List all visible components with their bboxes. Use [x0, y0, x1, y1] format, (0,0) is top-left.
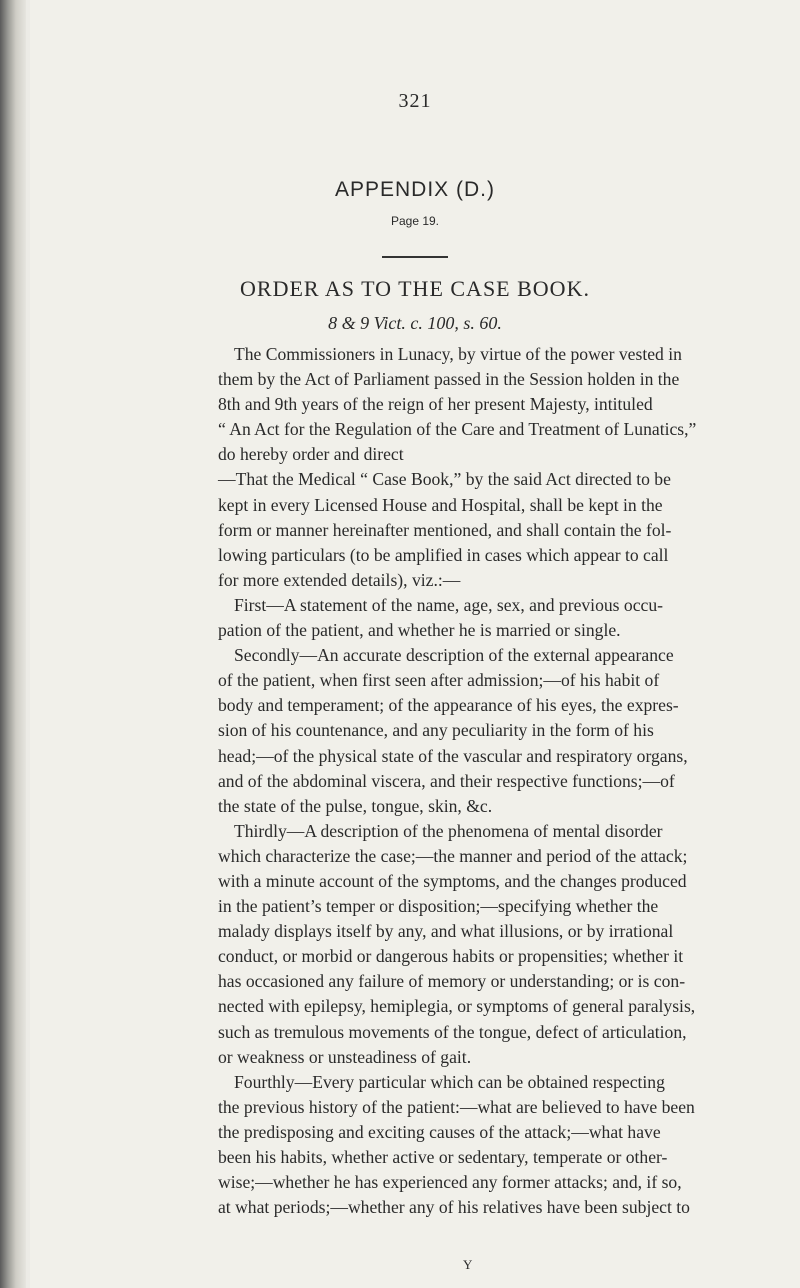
text-line: in the patient’s temper or disposition;—specifying whether the	[218, 896, 659, 917]
text-line: with a minute account of the symptoms, and the changes produced	[218, 870, 687, 891]
text-line: or weakness or unsteadiness of gait.	[218, 1046, 472, 1067]
page-number: 321	[398, 90, 432, 112]
text-line: for more extended details), viz.:—	[218, 569, 461, 590]
body-text	[218, 342, 784, 1220]
text-line: head;—of the physical state of the vascular and respiratory organs,	[218, 745, 688, 766]
text-line: 8th and 9th years of the reign of her present Majesty, intituled	[218, 394, 653, 415]
text-line: the state of the pulse, tongue, skin, &c.	[218, 795, 493, 816]
page-reference: Page 19.	[390, 214, 440, 228]
text-line: malady displays itself by any, and what illusions, or by irrational	[218, 921, 674, 942]
text-line: The Commissioners in Lunacy, by virtue of the power vested in	[234, 344, 682, 364]
text-line: them by the Act of Parliament passed in the Session holden in the	[218, 369, 680, 390]
text-line: “ An Act for the Regulation of the Care and Treatment of Lunatics,”	[218, 419, 697, 440]
text-line: Thirdly—A description of the phenomena of mental disorder	[234, 820, 663, 841]
text-line: nected with epilepsy, hemiplegia, or symptoms of general paralysis,	[218, 996, 696, 1017]
statute-reference: 8 & 9 Vict. c. 100, s. 60.	[328, 313, 502, 333]
order-title: ORDER AS TO THE CASE BOOK.	[240, 276, 590, 301]
text-line: form or manner hereinafter mentioned, and shall contain the fol-	[218, 519, 672, 540]
text-line: at what periods;—whether any of his relatives have been subject to	[218, 1197, 690, 1218]
document-page	[30, 0, 800, 1288]
appendix-title: APPENDIX (D.)	[334, 178, 496, 201]
text-line: do hereby order and direct	[218, 444, 404, 465]
text-line: conduct, or morbid or dangerous habits or propensities; whether it	[218, 946, 684, 967]
text-line: been his habits, whether active or sedentary, temperate or other-	[218, 1147, 668, 1167]
text-line: the predisposing and exciting causes of the attack;—what have	[218, 1121, 661, 1142]
text-line: Secondly—An accurate description of the external appearance	[234, 645, 674, 666]
signature-mark: Y	[463, 1257, 473, 1272]
book-binding-shadow	[0, 0, 26, 1288]
text-line: such as tremulous movements of the tongue, defect of articulation,	[218, 1021, 687, 1042]
text-line: kept in every Licensed House and Hospital, shall be kept in the	[218, 494, 663, 515]
text-line: which characterize the case;—the manner and period of the attack;	[218, 845, 688, 866]
text-line: has occasioned any failure of memory or understanding; or is con-	[218, 971, 686, 992]
text-line: wise;—whether he has experienced any former attacks; and, if so,	[218, 1172, 682, 1193]
text-line: First—A statement of the name, age, sex, and previous occu-	[234, 594, 663, 615]
text-line: sion of his countenance, and any peculiarity in the form of his	[218, 720, 654, 741]
text-line: and of the abdominal viscera, and their respective functions;—of	[218, 770, 675, 791]
text-line: —That the Medical “ Case Book,” by the said Act directed to be	[218, 469, 671, 490]
text-line: body and temperament; of the appearance of his eyes, the expres-	[218, 695, 679, 716]
text-line: the previous history of the patient:—what are believed to have been	[218, 1096, 695, 1117]
text-line: pation of the patient, and whether he is married or single.	[218, 620, 621, 641]
text-line: lowing particulars (to be amplified in cases which appear to call	[218, 544, 669, 565]
text-line: of the patient, when first seen after admission;—of his habit of	[218, 670, 660, 691]
divider-rule	[382, 256, 448, 258]
text-line: Fourthly—Every particular which can be obtained respecting	[234, 1071, 665, 1092]
